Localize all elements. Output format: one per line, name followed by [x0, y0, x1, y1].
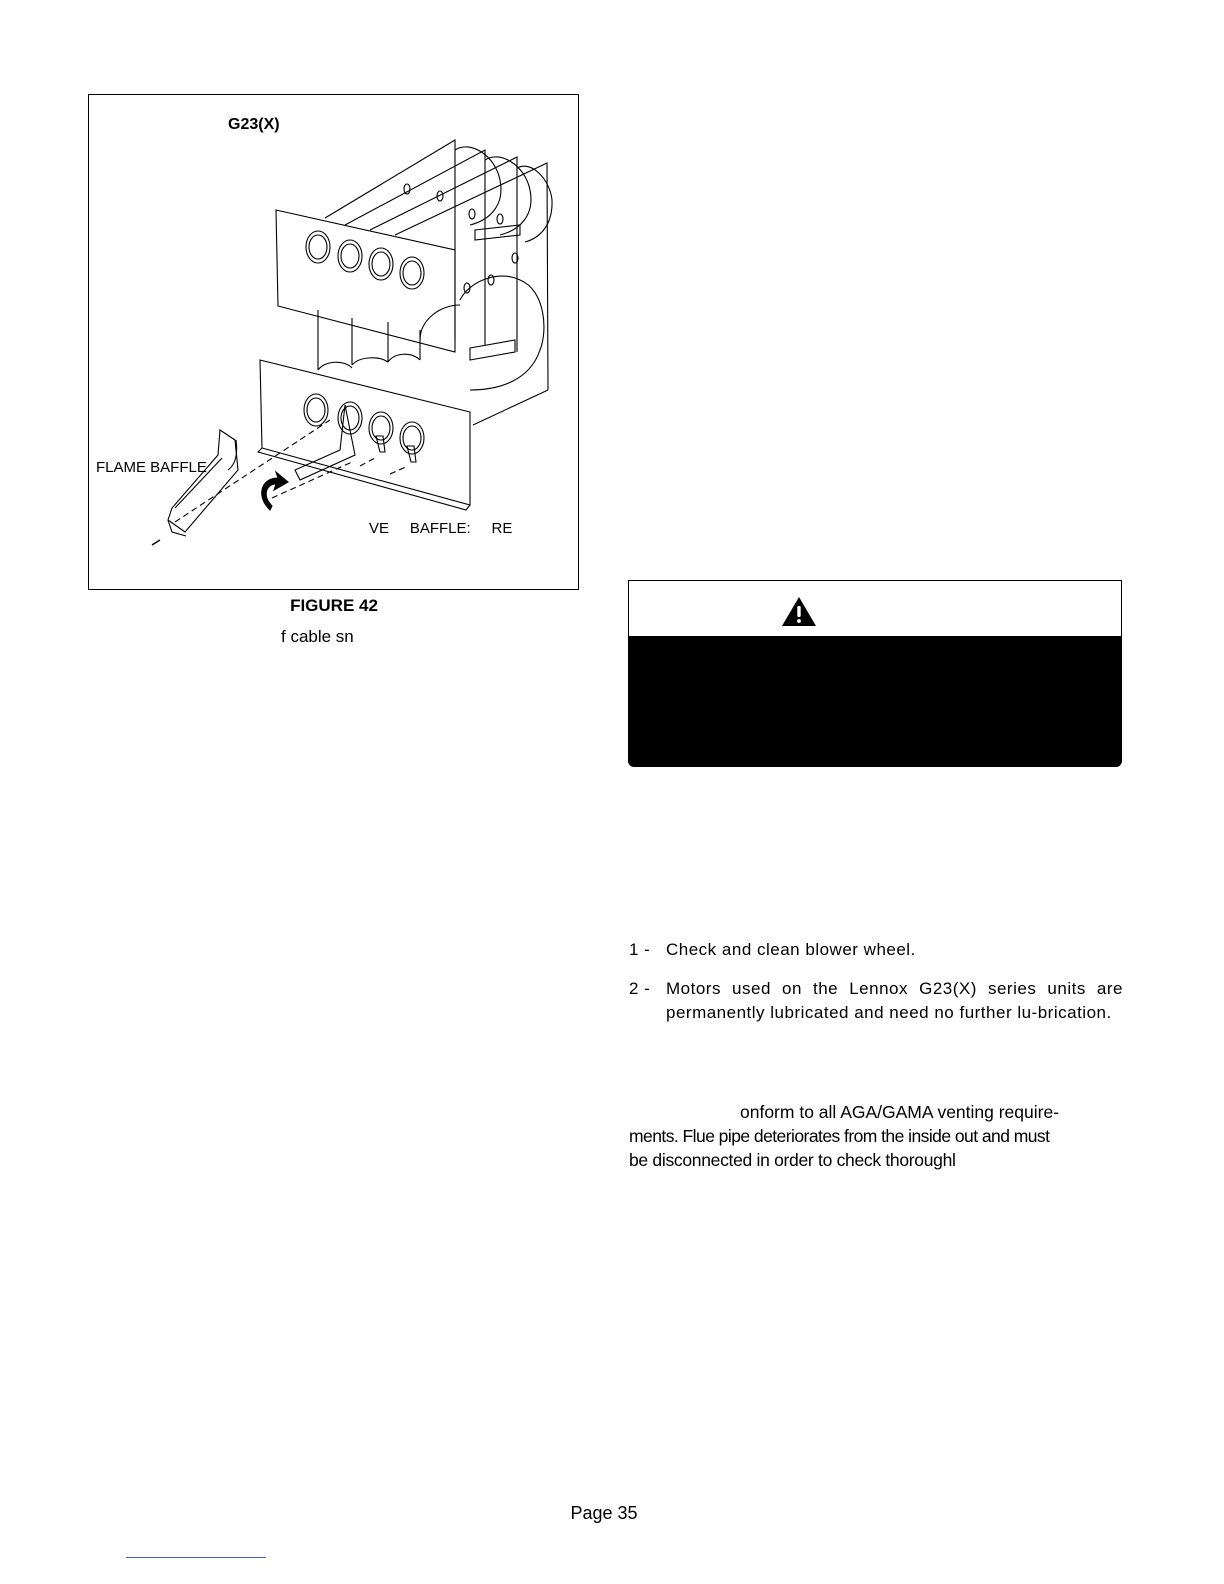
- warning-body: [628, 637, 1122, 767]
- upper-vest-panel: [276, 210, 455, 352]
- list-item-number: 2 -: [629, 979, 651, 998]
- flame-baffle-part: [152, 430, 238, 545]
- burner-panel: [258, 360, 470, 510]
- figure-model-label: G23(X): [228, 116, 280, 133]
- paragraph-line: onform to all AGA/GAMA venting require-: [740, 1102, 1060, 1122]
- list-item: [629, 977, 1123, 1049]
- venting-paragraph: [629, 1100, 1122, 1172]
- heat-exchanger-illustration: [89, 95, 578, 589]
- remove-baffle-label: VE BAFFLE: RE: [369, 520, 513, 537]
- list-item-text: Check and clean blower wheel.: [666, 940, 916, 959]
- page-number: Page 35: [570, 1503, 638, 1523]
- flame-baffle-label: FLAME BAFFLE: [96, 459, 207, 476]
- figure-caption: FIGURE 42: [290, 596, 378, 615]
- warning-triangle-icon: [781, 596, 817, 627]
- paragraph-line: be disconnected in order to check thoroughl: [629, 1150, 956, 1170]
- list-item-text: Motors used on the Lennox G23(X) series units are permanently lubricated and need no further lu-brication.: [666, 979, 1123, 1022]
- list-item: [629, 938, 1123, 962]
- figure-subcaption: f cable sn: [281, 627, 354, 646]
- footer-rule: [126, 1557, 266, 1558]
- rotate-arrow-icon: [262, 472, 288, 510]
- paragraph-line: ments. Flue pipe deteriorates from the inside out and must: [629, 1126, 1050, 1146]
- heat-exchanger-sections: [318, 140, 552, 425]
- list-item-number: 1 -: [629, 940, 651, 959]
- warning-header: [628, 580, 1122, 637]
